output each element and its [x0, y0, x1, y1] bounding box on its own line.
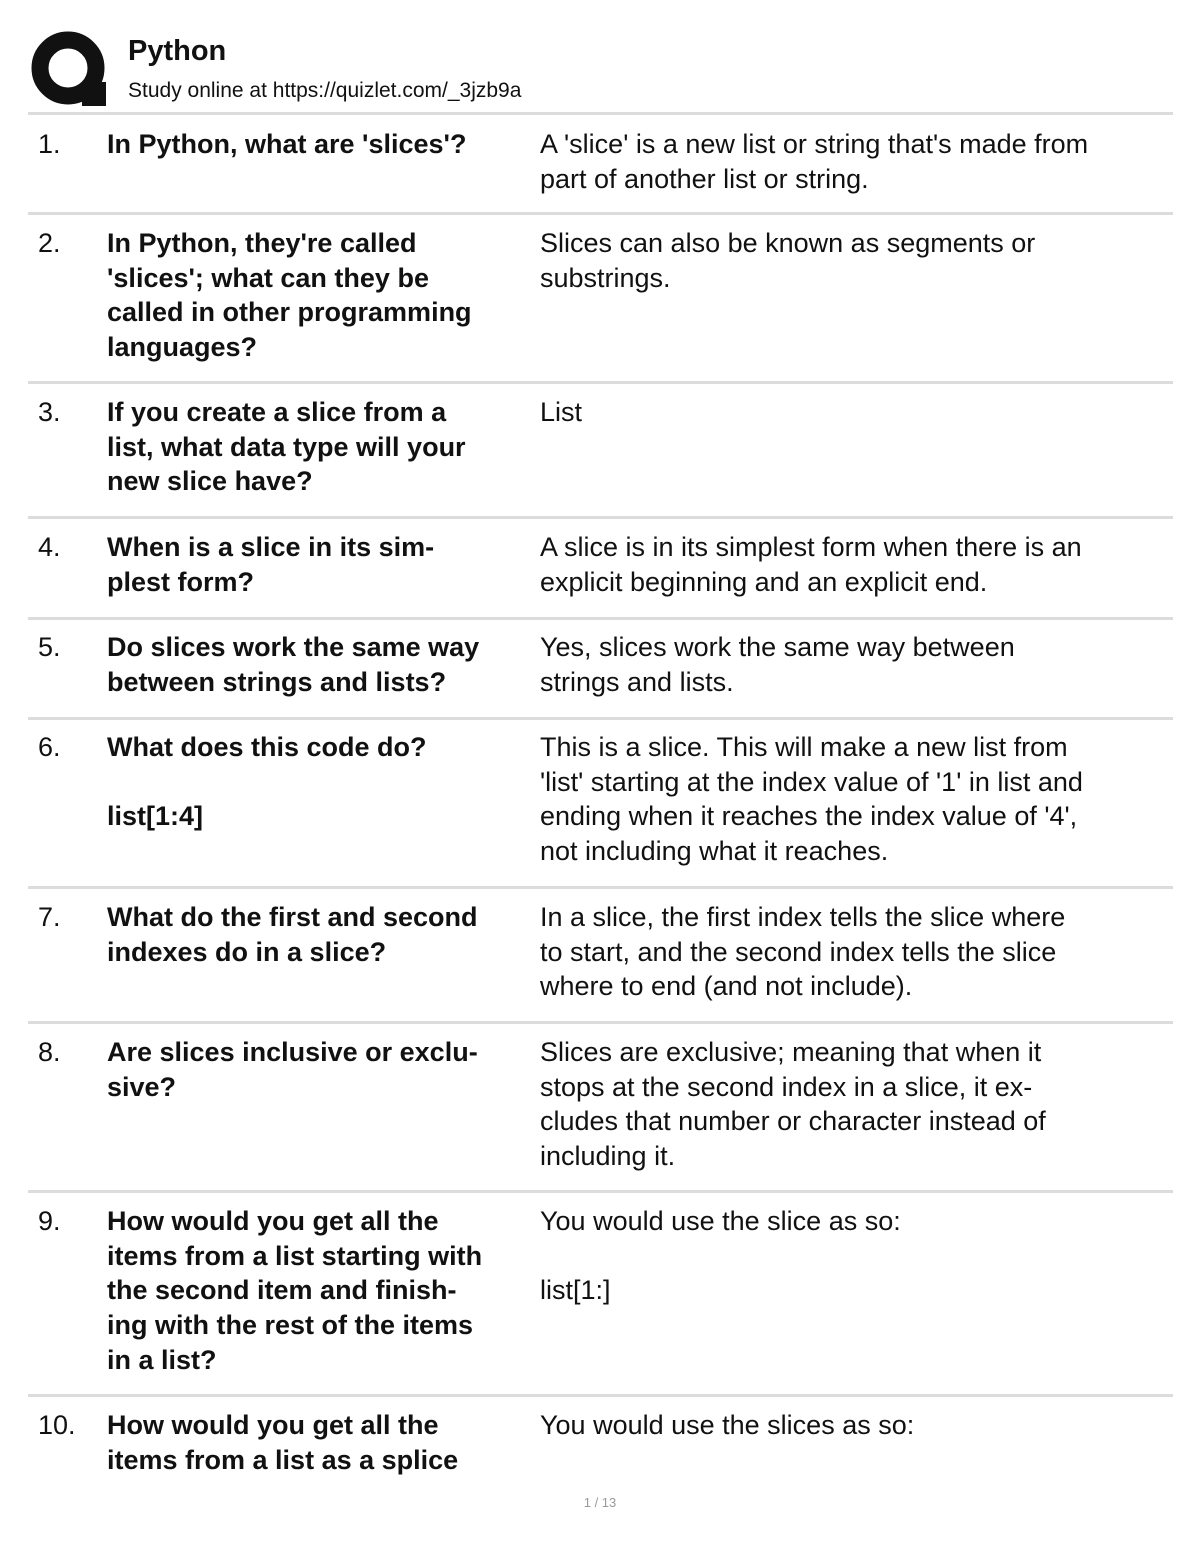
term-line: What does this code do?	[107, 732, 427, 762]
card-term	[107, 730, 539, 834]
card-term	[107, 1408, 539, 1477]
term-line: languages?	[107, 332, 258, 363]
card-term	[107, 127, 539, 162]
divider	[28, 1190, 1173, 1193]
card-number: 10.	[38, 1410, 76, 1440]
term-line: ing with the rest of the items	[107, 1310, 474, 1341]
definition-line: List	[540, 397, 583, 427]
term-line: list[1:4]	[107, 801, 204, 832]
definition-line: list[1:]	[540, 1275, 611, 1306]
page-number: 1 / 13	[583, 1495, 617, 1510]
divider	[28, 1394, 1173, 1397]
card-term	[107, 226, 539, 365]
definition-line: including it.	[540, 1141, 676, 1172]
definition-line	[540, 1239, 1168, 1274]
divider	[28, 112, 1173, 115]
term-line: When is a slice in its sim-	[107, 532, 435, 562]
card-definition	[540, 395, 1168, 430]
card-number: 4.	[38, 532, 61, 562]
definition-line: part of another list or string.	[540, 163, 869, 194]
term-line: list, what data type will your	[107, 431, 466, 462]
card-number: 9.	[38, 1206, 61, 1236]
card-definition	[540, 630, 1168, 699]
page-header	[28, 28, 1173, 112]
term-line: new slice have?	[107, 466, 313, 497]
definition-line: You would use the slice as so:	[540, 1206, 901, 1236]
card-number: 8.	[38, 1037, 61, 1067]
definition-line: Yes, slices work the same way between	[540, 632, 1015, 662]
card-definition	[540, 127, 1168, 196]
term-line	[107, 765, 539, 800]
definition-line: In a slice, the first index tells the slice where	[540, 902, 1066, 932]
definition-line: You would use the slices as so:	[540, 1410, 915, 1440]
definition-line: Slices can also be known as segments or	[540, 228, 1036, 258]
definition-line: strings and lists.	[540, 666, 734, 697]
term-line: How would you get all the	[107, 1206, 439, 1236]
card-definition	[540, 900, 1168, 1004]
card-definition	[540, 1035, 1168, 1174]
definition-line: This is a slice. This will make a new list from	[540, 732, 1068, 762]
definition-line: explicit beginning and an explicit end.	[540, 566, 988, 597]
definition-line: substrings.	[540, 262, 671, 293]
divider	[28, 381, 1173, 384]
card-term	[107, 1035, 539, 1104]
term-line: between strings and lists?	[107, 666, 447, 697]
definition-line: cludes that number or character instead of	[540, 1106, 1046, 1137]
page-title: Python	[128, 35, 227, 67]
term-line: What do the first and second	[107, 902, 478, 932]
card-number: 1.	[38, 129, 61, 159]
term-line: In Python, what are 'slices'?	[107, 129, 467, 159]
term-line: items from a list starting with	[107, 1240, 483, 1271]
definition-line: stops at the second index in a slice, it ex-	[540, 1071, 1033, 1102]
card-term	[107, 1204, 539, 1378]
term-line: in a list?	[107, 1344, 217, 1375]
card-definition	[540, 1408, 1168, 1443]
term-line: In Python, they're called	[107, 228, 417, 258]
definition-line: to start, and the second index tells the slice	[540, 936, 1057, 967]
definition-line: A slice is in its simplest form when there is an	[540, 532, 1082, 562]
term-line: items from a list as a splice	[107, 1444, 459, 1475]
divider	[28, 516, 1173, 519]
divider	[28, 1021, 1173, 1024]
definition-line: A 'slice' is a new list or string that's made from	[540, 129, 1089, 159]
card-number: 2.	[38, 228, 61, 258]
term-line: plest form?	[107, 566, 255, 597]
term-line: indexes do in a slice?	[107, 936, 387, 967]
card-term	[107, 395, 539, 499]
card-definition	[540, 1204, 1168, 1308]
term-line: If you create a slice from a	[107, 397, 447, 427]
card-number: 7.	[38, 902, 61, 932]
definition-line: not including what it reaches.	[540, 836, 889, 867]
term-line: the second item and finish-	[107, 1275, 457, 1306]
card-number: 3.	[38, 397, 61, 427]
card-number: 6.	[38, 732, 61, 762]
card-number: 5.	[38, 632, 61, 662]
study-link-text: Study online at https://quizlet.com/_3jzb9a	[128, 79, 522, 102]
card-definition	[540, 730, 1168, 869]
card-term	[107, 530, 539, 599]
term-line: Do slices work the same way	[107, 632, 480, 662]
term-line: called in other programming	[107, 297, 472, 328]
term-line: Are slices inclusive or exclu-	[107, 1037, 478, 1067]
term-line: 'slices'; what can they be	[107, 262, 429, 293]
card-definition	[540, 226, 1168, 295]
card-term	[107, 630, 539, 699]
divider	[28, 886, 1173, 889]
definition-line: Slices are exclusive; meaning that when it	[540, 1037, 1042, 1067]
divider	[28, 617, 1173, 620]
term-line: sive?	[107, 1071, 177, 1102]
term-line: How would you get all the	[107, 1410, 439, 1440]
divider	[28, 212, 1173, 215]
divider	[28, 717, 1173, 720]
card-term	[107, 900, 539, 969]
quizlet-logo	[30, 30, 110, 110]
definition-line: 'list' starting at the index value of '1' in list and	[540, 766, 1083, 797]
definition-line: where to end (and not include).	[540, 971, 913, 1002]
definition-line: ending when it reaches the index value of '4',	[540, 801, 1078, 832]
card-definition	[540, 530, 1168, 599]
